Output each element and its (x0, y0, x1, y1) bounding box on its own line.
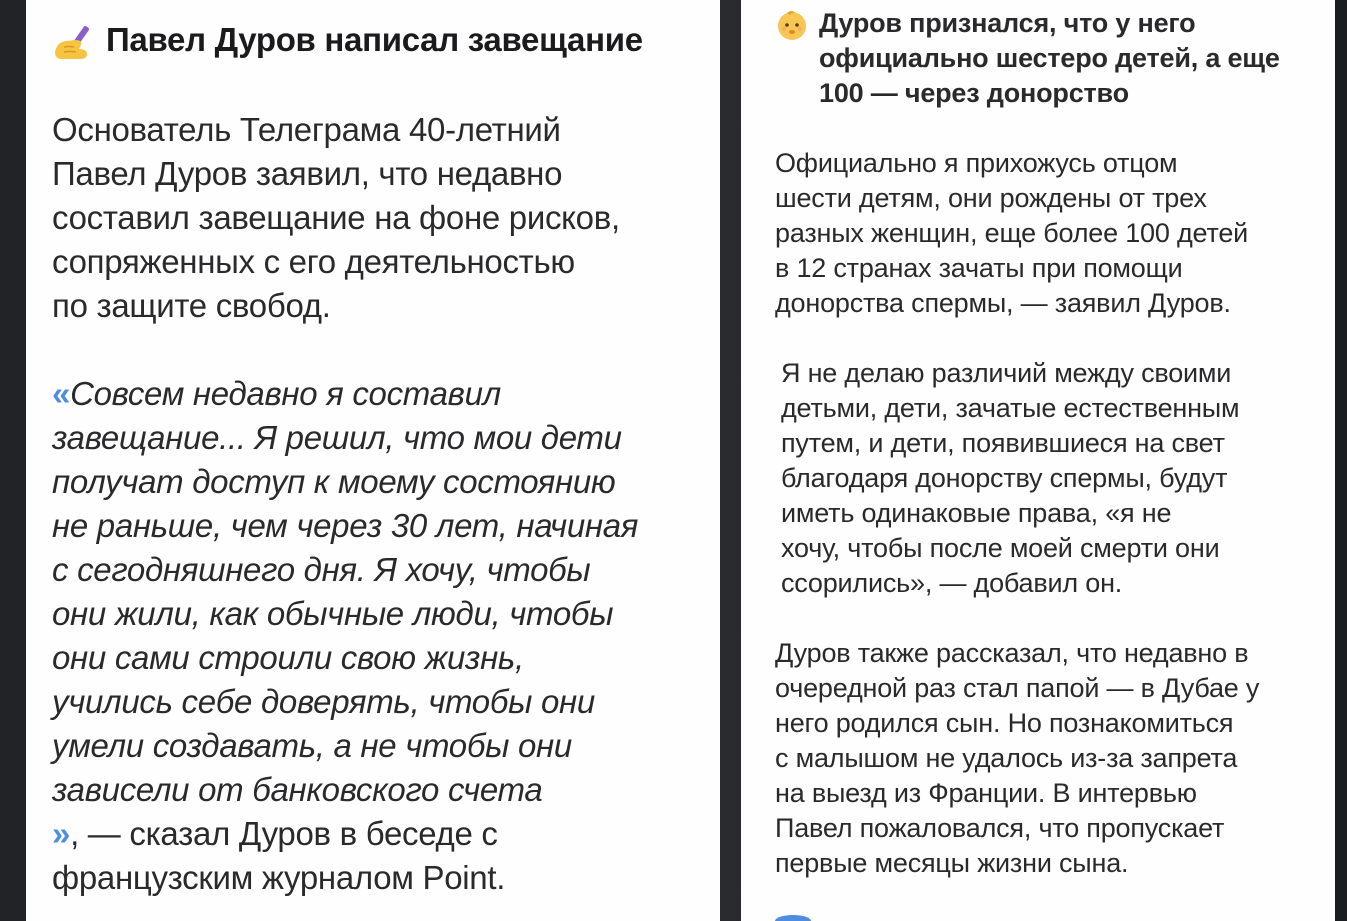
left-post-title: Павел Дуров написал завещание (106, 21, 643, 58)
left-post-quote: Совсем недавно я составил завещание... Я решил, что мои дети получат доступ к моему состоянию не раньше, чем через 30 лет, начиная с сегодняшнего дня. Я хочу, чтобы они жили, как обычные люди, чтобы они сами строили свою жизнь, учились себе доверять, чтобы они умели создавать, а не чтобы они зависели от банковского счета (52, 375, 639, 808)
next-post-icon-partial (775, 915, 811, 921)
quote-close-mark: » (52, 815, 71, 852)
baby-face-icon (775, 8, 809, 42)
quote-open-mark: « (52, 375, 71, 412)
right-post-headline (775, 6, 1325, 111)
right-post-title: Дуров признался, что у него официально шестеро детей, а еще 100 — через донорство (819, 8, 1280, 108)
writing-hand-icon (52, 22, 96, 62)
left-post-headline (52, 18, 708, 62)
left-post-panel (26, 0, 720, 921)
right-post-paragraph-1: Официально я прихожусь отцом шести детям, они рождены от трех разных женщин, еще более 100 детей в 12 странах зачаты при помощи донорства спермы, — заявил Дуров. (775, 148, 1249, 318)
left-post-attribution-line (52, 812, 708, 900)
left-post-quote-block (52, 372, 708, 812)
left-post-intro: Основатель Телеграма 40-летний Павел Дуров заявил, что недавно составил завещание на фоне рисков, сопряженных с его деятельностью по защите свобод. (52, 111, 620, 324)
left-post-attribution: , — сказал Дуров в беседе с французским журналом Point. (52, 815, 506, 896)
right-post-paragraph-2: Я не делаю различий между своими детьми, дети, зачатые естественным путем, и дети, появившиеся на свет благодаря донорству спермы, будут иметь одинаковые права, «я не хочу, чтобы после моей смерти они ссорились», — добавил он. (781, 358, 1240, 598)
right-post-panel (741, 0, 1335, 921)
right-post-paragraph-3: Дуров также рассказал, что недавно в очередной раз стал папой — в Дубае у него родился сын. Но познакомиться с малышом не удалось из-за запрета на выезд из Франции. В интервью Павел пожаловался, что пропускает первые месяцы жизни сына. (775, 638, 1260, 878)
